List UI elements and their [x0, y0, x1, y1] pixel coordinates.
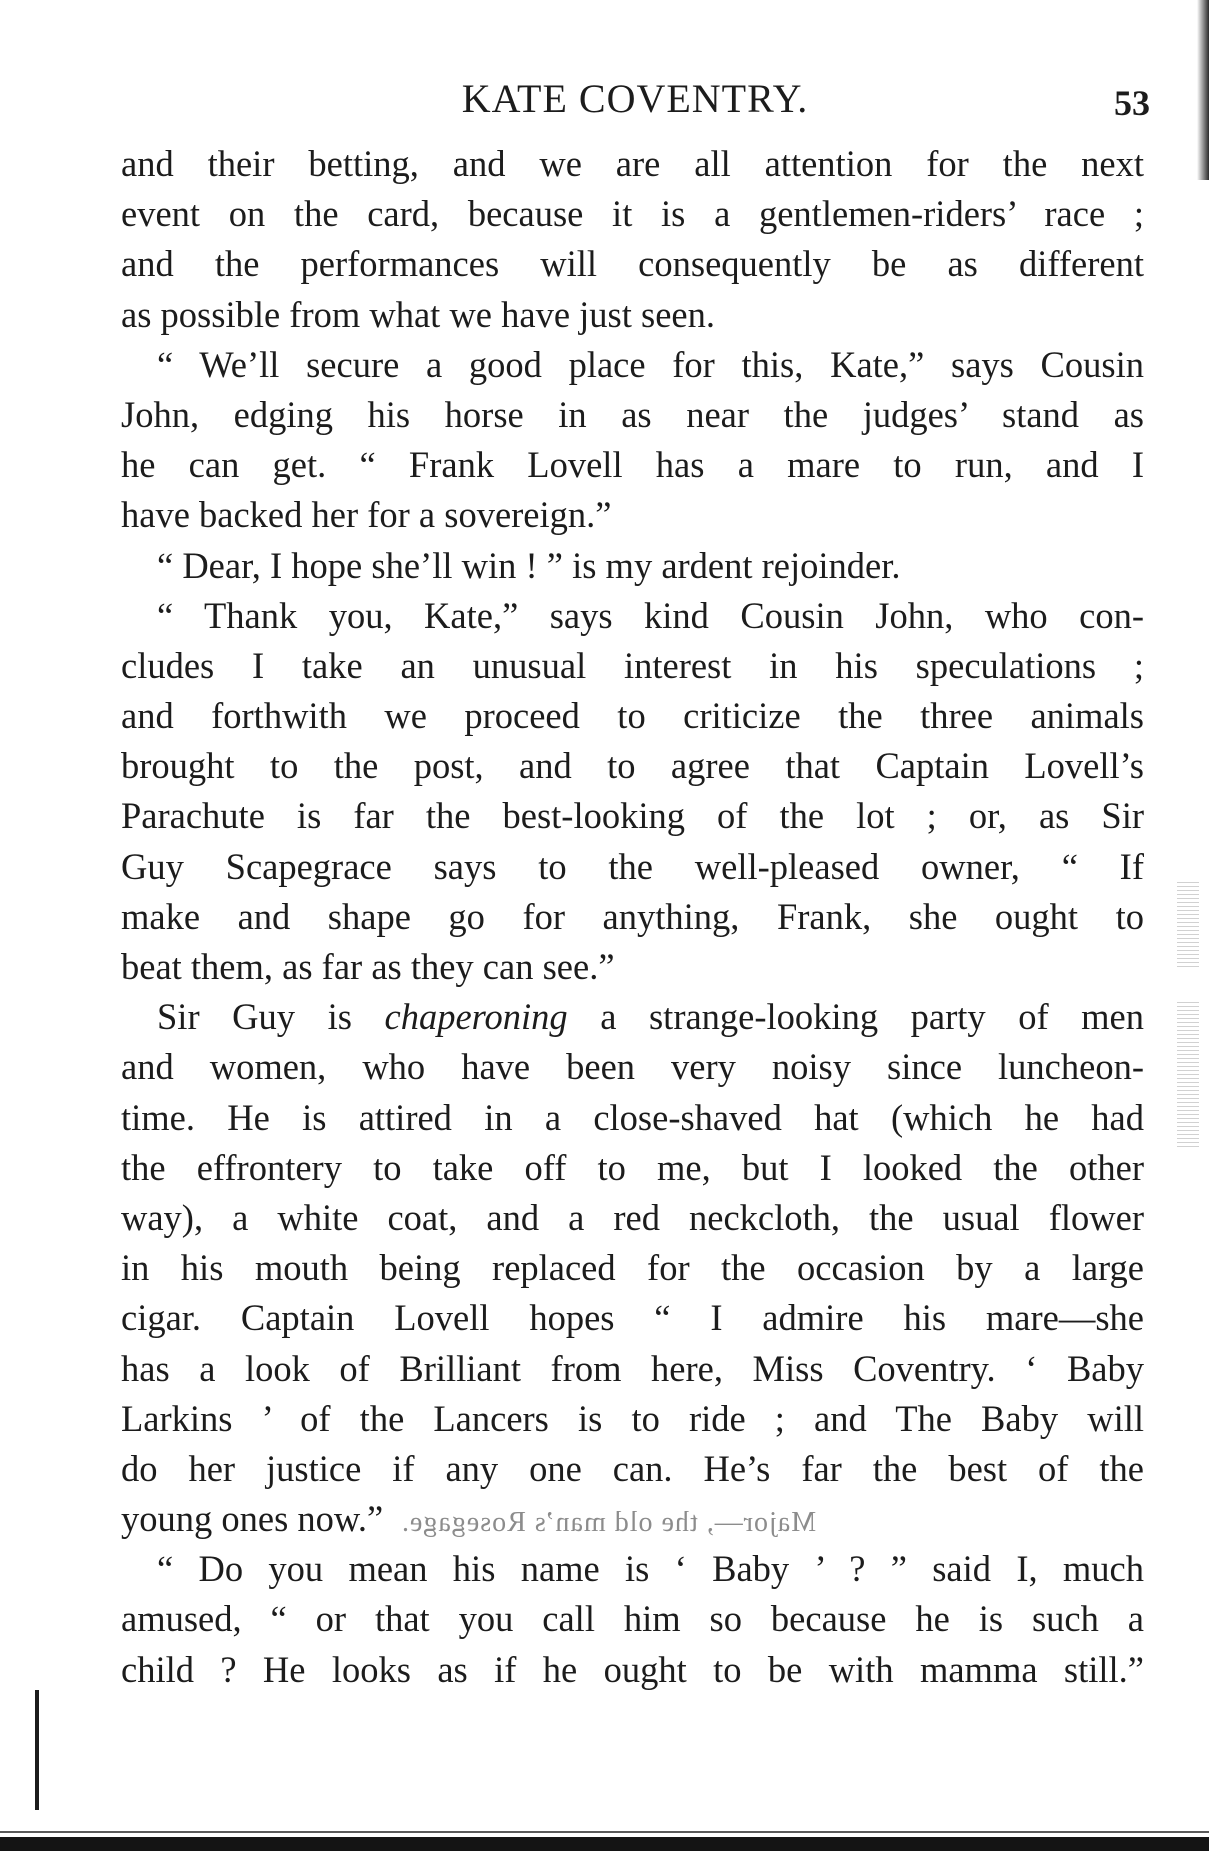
text-line: make and shape go for anything, Frank, she ought to	[121, 895, 1144, 937]
text-line: event on the card, because it is a gentlemen-riders’ race ;	[121, 193, 1144, 235]
text-line: Larkins ’ of the Lancers is to ride ; and The Baby will	[121, 1397, 1144, 1439]
line-rest: a strange-looking party of men	[600, 996, 1144, 1038]
text-line: John, edging his horse in as near the judges’ stand as	[121, 393, 1144, 435]
text-line: he can get. “ Frank Lovell has a mare to run, and I	[121, 444, 1144, 486]
text-line: beat them, as far as they can see.”	[121, 946, 615, 987]
text-line: “ Dear, I hope she’ll win ! ” is my ardent rejoinder.	[157, 544, 901, 586]
text-line: time. He is attired in a close-shaved hat (which he had	[121, 1096, 1144, 1138]
text-line: have backed her for a sovereign.”	[121, 494, 612, 536]
text-line: way), a white coat, and a red neckcloth, the usual flower	[121, 1196, 1144, 1238]
scan-speckle	[1177, 1000, 1199, 1150]
italic-word: chaperoning	[384, 996, 568, 1038]
bleed-through-text: Major—, the old man’s Rosegage.	[401, 1507, 817, 1539]
running-title: KATE COVENTRY.	[461, 76, 809, 121]
text-line: Guy Scapegrace says to the well-pleased owner, “ If	[121, 845, 1144, 887]
text-line: child ? He looks as if he ought to be with mamma still.”	[121, 1648, 1144, 1690]
text-line: and their betting, and we are all attention for the next	[121, 143, 1144, 184]
scan-border	[0, 1837, 1209, 1851]
page-header	[120, 74, 1150, 124]
text-line: amused, “ or that you call him so because he is such a	[121, 1598, 1144, 1640]
text-line: and the performances will consequently be as different	[121, 243, 1144, 285]
text-line: “ Do you mean his name is ‘ Baby ’ ? ” said I, much	[157, 1548, 1144, 1590]
scan-speckle	[1177, 880, 1199, 970]
body-text	[121, 139, 1144, 1695]
text-line: cludes I take an unusual interest in his speculations ;	[121, 644, 1144, 686]
text-line: in his mouth being replaced for the occasion by a large	[121, 1247, 1144, 1289]
text-line	[121, 1494, 1144, 1544]
page-number: 53	[1114, 83, 1150, 123]
text-line: and women, who have been very noisy since luncheon-	[121, 1046, 1144, 1088]
line-prefix: Sir Guy is	[157, 996, 352, 1038]
text-line: do her justice if any one can. He’s far the best of the	[121, 1447, 1144, 1489]
text-line: as possible from what we have just seen.	[121, 293, 715, 335]
text-line: and forthwith we proceed to criticize the three animals	[121, 695, 1144, 737]
text-line-with-italic	[121, 992, 1144, 1042]
text-line: Parachute is far the best-looking of the lot ; or, as Sir	[121, 795, 1144, 837]
page-edge-shadow	[1197, 0, 1209, 180]
margin-mark	[35, 1690, 39, 1810]
text-line: “ Thank you, Kate,” says kind Cousin John, who con-	[157, 594, 1144, 636]
scan-border-thin	[0, 1831, 1209, 1833]
text-line: “ We’ll secure a good place for this, Kate,” says Cousin	[157, 343, 1144, 385]
text-line: cigar. Captain Lovell hopes “ I admire his mare—she	[121, 1297, 1144, 1339]
text-line: has a look of Brilliant from here, Miss Coventry. ‘ Baby	[121, 1347, 1144, 1389]
line-text: young ones now.”	[121, 1498, 384, 1540]
text-line: brought to the post, and to agree that Captain Lovell’s	[121, 745, 1144, 787]
text-line: the effrontery to take off to me, but I looked the other	[121, 1146, 1144, 1188]
